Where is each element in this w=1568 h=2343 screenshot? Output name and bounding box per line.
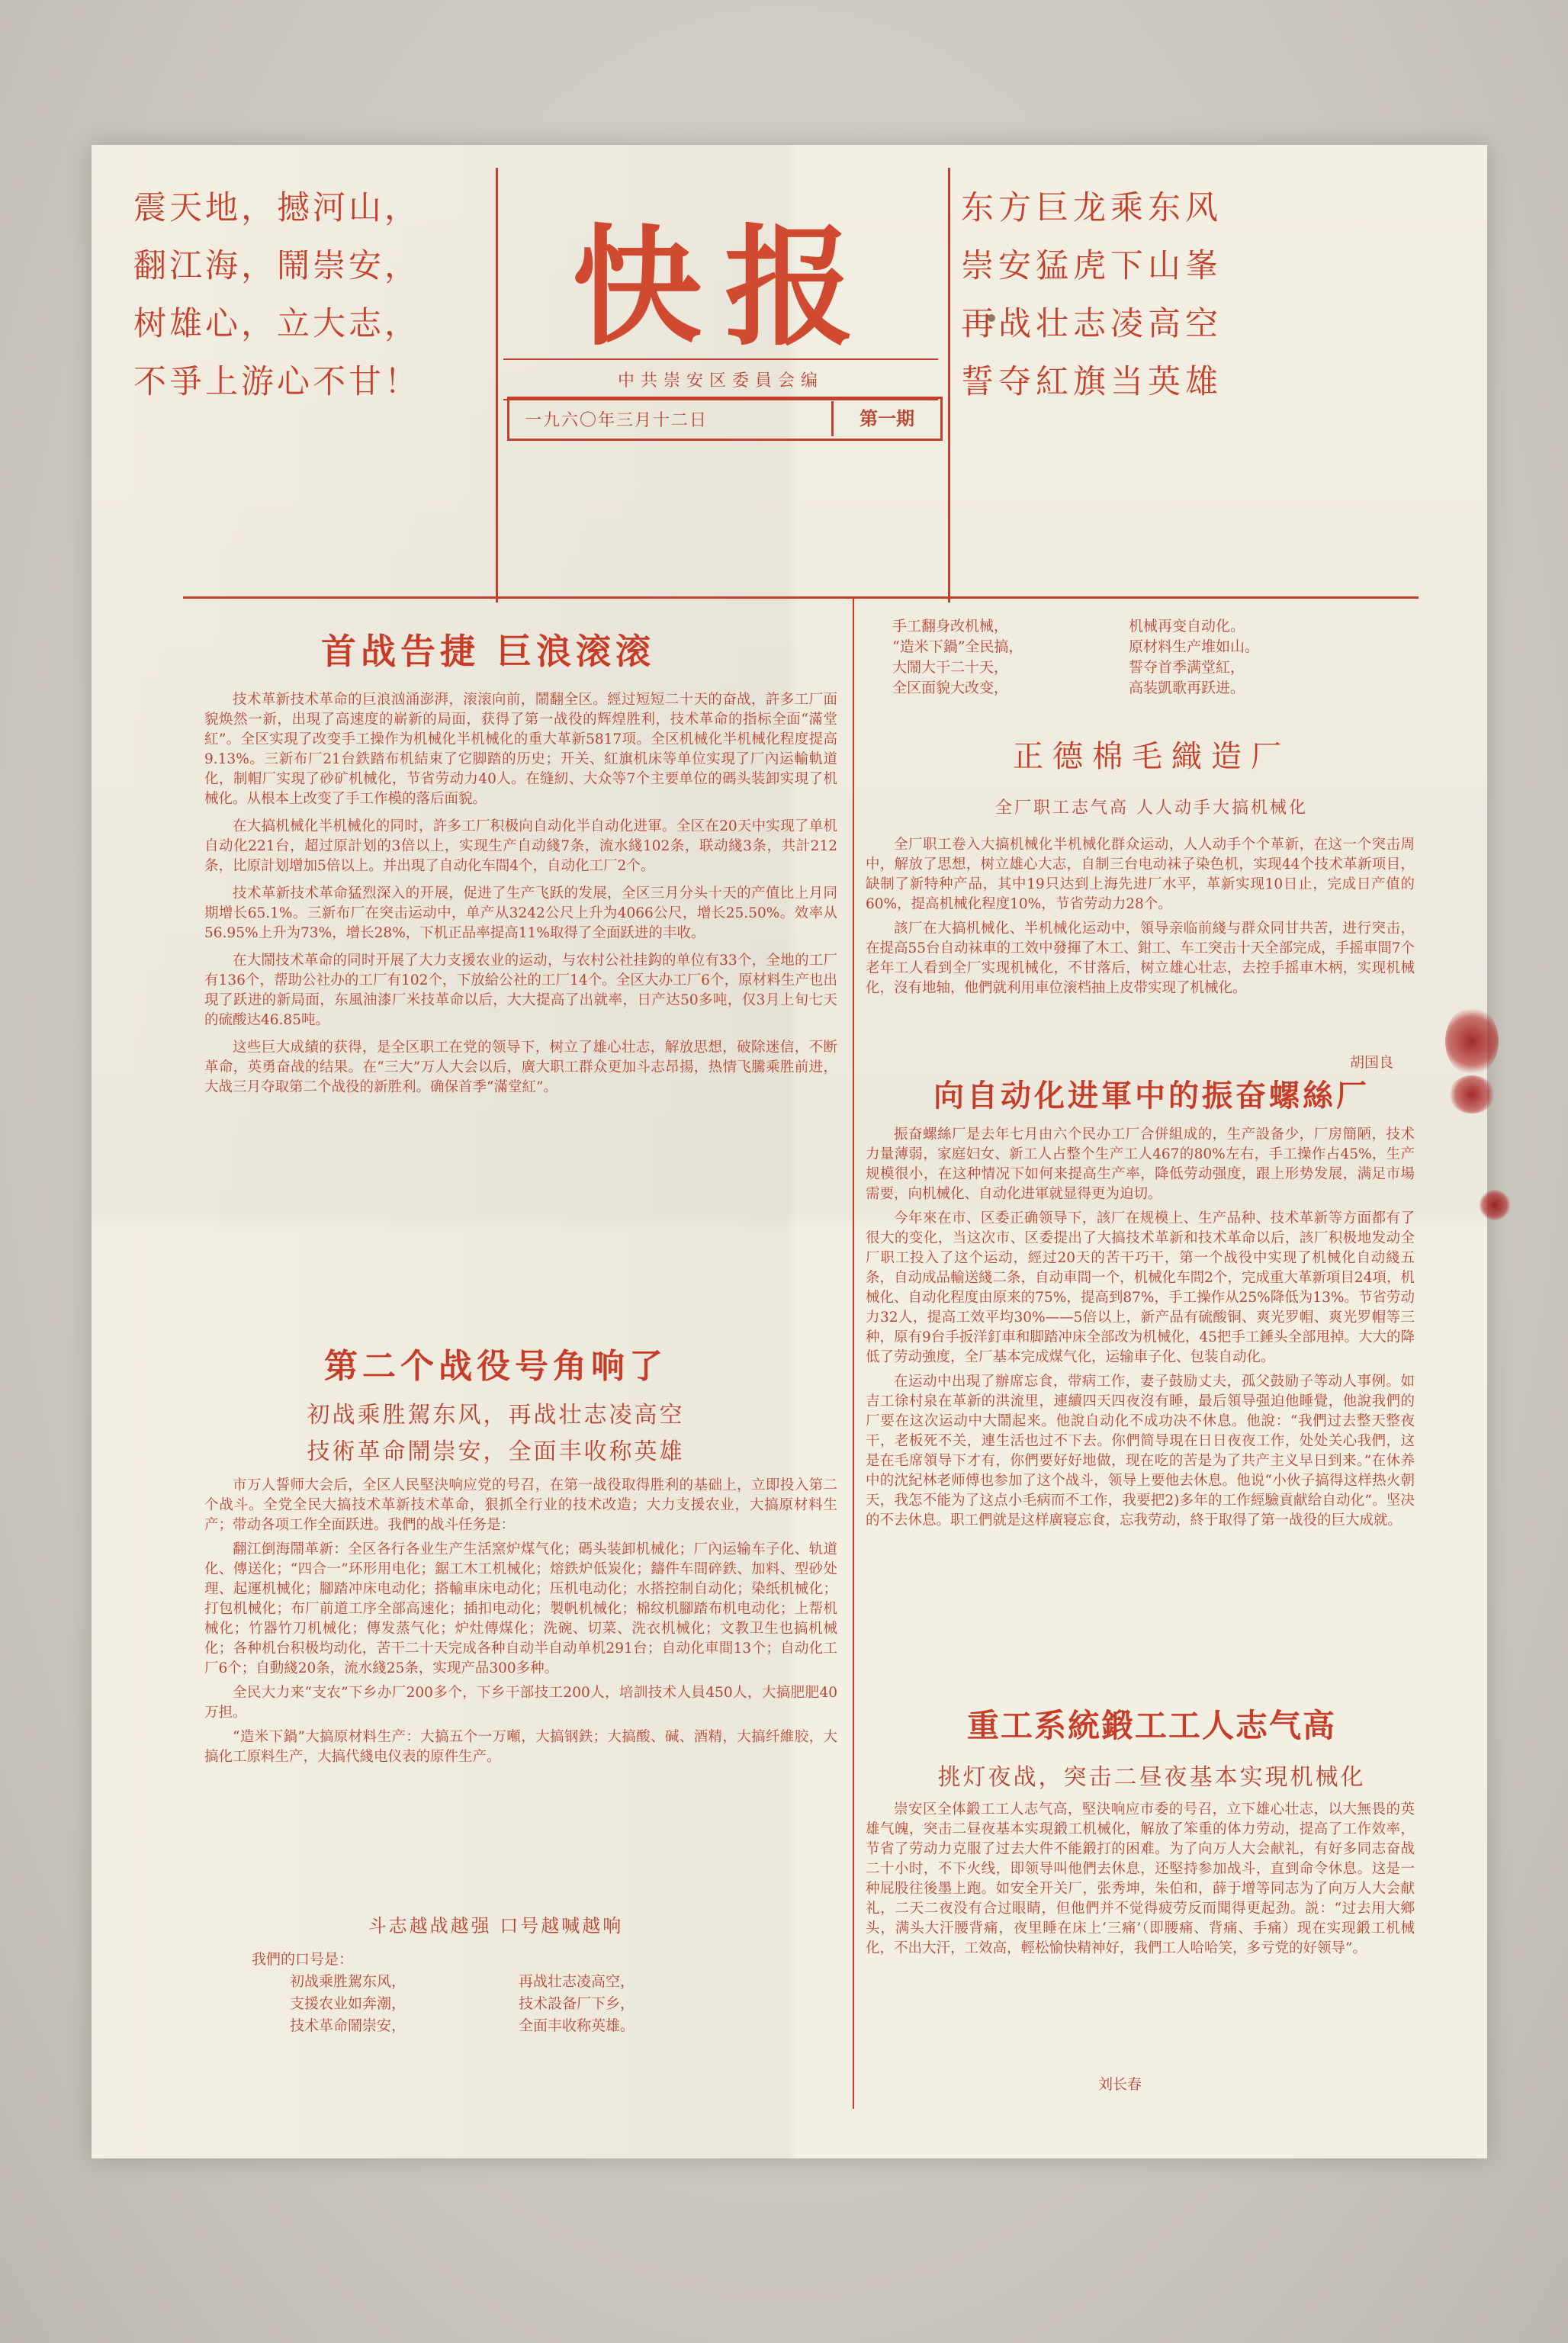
article4-paragraph: 振奋螺絲厂是去年七月由六个民办工厂合併組成的，生产設备少，厂房簡陋，技术力量薄弱，家庭妇女、新工人占整个生产工人467的80%左右，手工操作占45%，生产规模很小，在这种情况下如何来提高生产率，降低劳动强度，跟上形势发展，满足市場需要，向机械化、自动化进軍就显得更为迫切。	[866, 1127, 1415, 1202]
verse-list-row: 大鬧大干二十天， 誓夺首季满堂紅，	[892, 659, 1245, 676]
verse-list-row: “造米下鍋”全民搞， 原材料生产堆如山。	[892, 638, 1260, 655]
article1-paragraph: 在大鬧技术革命的同时开展了大力支援农业的运动，与农村公社挂鈎的单位有33个，全地的工厂有136个，帮助公社办的工厂有102个，下放給公社的工厂14个。全区大办工厂6个，原材料生产也出現了跃进的新局面，东風油漆厂米技革命以后，大大提高了出就率，日产达50多吨，仅3月上旬七天的硫酸达46.85吨。	[204, 953, 837, 1028]
article4-body	[866, 1125, 1415, 1531]
slogan-row	[252, 2015, 786, 2037]
ink-stain	[1480, 1190, 1510, 1220]
verse-right-line: 崇安猛虎下山峯	[961, 247, 1223, 285]
ink-stain	[1449, 1075, 1495, 1114]
article3-subhead: 全厂职工志气高 人人动手大搞机械化	[995, 799, 1308, 818]
slogan: 初战乘胜駕东风，	[290, 1973, 406, 1990]
article4-paragraph: 今年來在市、区委正确领导下，該厂在规模上、生产品种、技术革新等方面都有了很大的变化，当这次市、区委提出了大搞技术革新和技术革命以后，該厂积极地发动全厂职工投入了这个运动，經过20天的苦干巧干，第一个战役中实现了机械化自动綫五条，自动成品輸送綫二条，自动車間一个，机械化车間2个，完成重大革新項目24項，机械化、自动化程度由原来的75%，提高到87%，手工操作从25%降低为13%。节省劳动力32人，提高工效平均30%——5倍以上，新产品有硫酸铜、爽光罗帽、爽光罗帽等三种，原有9台手扳洋釘車和脚踏冲床全部改为机械化，45把手工錘头全部甩掉。大大的降低了劳动強度，全厂基本完成煤气化，运输車子化、包装自动化。	[866, 1210, 1415, 1365]
slogan-block	[252, 1949, 786, 2037]
slogan: 全面丰收称英雄。	[519, 2017, 635, 2034]
verse-left-line: 翻江海，鬧崇安，	[133, 247, 420, 285]
issue-number: 第一期	[831, 401, 940, 436]
verse-list-row: 全区面貌大改变， 高装凱歌再跃进。	[892, 680, 1245, 696]
article3-signature: 胡国良	[1350, 1054, 1394, 1071]
issue-date: 一九六〇年三月十二日	[525, 410, 708, 430]
slogan-row	[252, 1971, 786, 1993]
article1-paragraph: 这些巨大成績的获得，是全区职工在党的领导下，树立了雄心壮志，解放思想，破除迷信，不断革命，英勇奋战的结果。在“三大”万人大会以后，廣大职工群众更加斗志昂揚，热情飞騰乘胜前进，大战三月夺取第二个战役的新胜利。确保首季“滿堂紅”。	[204, 1040, 837, 1095]
article3-body	[866, 835, 1415, 998]
article4-paragraph: 在运动中出現了辦席忘食，带病工作，妻子鼓励丈夫，孤父鼓励子等动人事例。如吉工徐村泉在革新的洪流里，連續四天四夜沒有睡，最后領导强迫他睡覺，他說我們的厂要在这次运动中大鬧起来。他說自动化不成功决不休息。他說：“我們过去整天整夜干，老板死不关，連生活也过不下去。你們简导現在日日夜夜工作，处处关心我們，这是在毛席領导下才有，你們要好好地做，现在吃的苦是为了共产主义早日到来。”在休养中的沈紀林老师傅也参加了这个战斗，领导上要他去休息。他说“小伙子搞得这样热火朝天，我怎不能为了这点小毛病而不工作，我要把2)多年的工作經驗貢献给自动化”。坚决的不去休息。职工們就是这样廣寝忘食，忘我劳动，終于取得了第一战役的巨大成就。	[866, 1374, 1415, 1528]
article5-signature: 刘长春	[1098, 2076, 1142, 2093]
verse-list-row: 手工翻身改机械， 机械再变自动化。	[892, 618, 1245, 635]
article2-body	[204, 1476, 837, 1767]
verse-list	[892, 616, 1388, 699]
article1-paragraph: 技术革新技术革命猛烈深入的开展，促进了生产飞跃的发展，全区三月分头十天的产值比上月同期增长65.1%。三新布厂在突击运动中，单产从3242公尺上升为4066公尺，增长25.50%。效率从56.95%上升为73%，增长28%，下机正品率提高11%取得了全面跃进的丰收。	[204, 885, 837, 941]
slogan: 支援农业如奔潮，	[290, 1995, 406, 2012]
article3-paragraph: 該厂在大搞机械化、半机械化运动中，領导亲临前綫与群众同甘共苦，进行突击，在提高55台自动袜車的工效中發揮了木工、鉗工、车工突击十天全部完成，手摇車間7个老年工人看到全厂实现机械化，不甘落后，树立雄心壮志，去控手摇車木柄，实现机械化，沒有地轴，他們就利用車位滚档抽上皮带实现了机械化。	[866, 921, 1415, 996]
article5-body	[866, 1800, 1415, 1959]
article2-headline: 第二个战役号角响了	[324, 1347, 667, 1386]
verse-right-line: 誓夺紅旗当英雄	[961, 363, 1223, 401]
masthead-title: 快报	[571, 211, 877, 364]
slogan-row	[252, 1993, 786, 2015]
ink-stain	[1445, 1007, 1499, 1075]
article1-paragraph: 技术革新技术革命的巨浪汹涌澎湃，滚滚向前，鬧翻全区。經过短短二十天的奋战，許多工厂面貌焕然一新，出現了高速度的嶄新的局面，获得了第一战役的辉煌胜利，技术革命的指标全面“滿堂紅”。全区实現了改变手工操作为机械化半机械化的重大革新5817项。全区机械化半机械化程度提高9.13%。三新布厂21台鉄踏布机結束了它脚踏的历史；开关、紅旗机床等单位实現了厂內运輸軌道化，制帽厂实現了砂矿机械化，节省劳动力40人。在缝紉、大众等7个主要单位的碼头装卸实現了机械化。从根本上改变了手工作模的落后面貌。	[204, 692, 837, 807]
article5-headline: 重工系統鍛工工人志气高	[966, 1707, 1336, 1744]
article2-paragraph: 市万人誓师大会后，全区人民堅決响应党的号召，在第一战役取得胜利的基础上，立即投入第二个战斗。全党全民大搞技术革新技术革命，狠抓全行业的技术改造；大力支援农业，大搞原材料生产；带动各项工作全面跃进。我們的战斗任务是：	[204, 1477, 837, 1533]
article3-paragraph: 全厂职工卷入大搞机械化半机械化群众运动，人人动手个个革新，在这一个突击周中，解放了思想，树立雄心大志，自制三台电动袜子染色机，实现44个技术革新项目，缺制了新特种产品，其中19只达到上海先进厂水平，革新实现10日止，完成日产值的60%，提高机械化程度10%，节省劳动力28个。	[866, 837, 1415, 912]
verse-right	[961, 179, 1373, 411]
verse-left-line: 震天地，撼河山，	[133, 189, 420, 227]
verse-right-line: 东方巨龙乘东风	[961, 189, 1223, 227]
article1-body	[204, 690, 837, 1098]
article2-paragraph: 全民大力来“支农”下乡办厂200多个，下乡干部技工200人，培訓技术人員450人，大搞肥肥40万担。	[204, 1685, 837, 1721]
article2-closing: 斗志越战越强 口号越喊越响	[368, 1915, 624, 1936]
verse-right-line: 再战壮志凌高空	[961, 305, 1223, 343]
verse-left	[133, 179, 530, 411]
article2-paragraph: 翻江倒海鬧革新：全区各行各业生产生活窯炉煤气化；碼头装卸机械化；厂內运输车子化、轨道化、傳送化；“四合一”环形用电化；鋸工木工机械化；熔鉄炉低炭化；鑄件车間碎鉄、加料、型砂处理、起運机械化；腳踏冲床电动化；搭輸車床电动化；压机电动化；水搭控制自动化；染纸机械化；打包机械化；布厂前道工序全部高速化；插扣电动化；製帆机械化；棉纹机腳踏布机电动化；上帮机械化；竹器竹刀机械化；傳发蒸气化；炉灶傳煤化；洗碗、切菜、洗衣机械化；文教卫生也搞机械化；各种机台积极均动化，苦干二十天完成各种自动半自动单机291台；自动化車間13个；自动化工厂6个；自動綫20条，流水綫25条，实现产品300多种。	[204, 1541, 837, 1676]
masthead-rule	[183, 596, 1419, 599]
slogan: 再战壮志凌高空，	[519, 1973, 635, 1990]
article2-subhead: 初战乘胜駕东风，再战壮志凌高空	[307, 1402, 685, 1429]
article2-paragraph: “造米下鍋”大搞原材料生产：大搞五个一万噸，大搞钢鉄；大搞酸、碱、酒精，大搞纤維胶，大搞化工原料生产，大搞代綫电仪表的原件生产。	[204, 1729, 837, 1765]
article1-paragraph: 在大搞机械化半机械化的同时，許多工厂积极向自动化半自动化进軍。全区在20天中实现了单机自动化221台，超过原計划的3倍以上，实现生产自动綫7条，流水綫102条，联动綫3条，共計212条，比原計划增加5倍以上。并出現了自动化车間4个，自动化工厂2个。	[204, 818, 837, 874]
verse-left-line: 树雄心，立大志，	[133, 305, 420, 343]
slogan: 技术設备厂下乡，	[519, 1995, 635, 2012]
verse-left-line: 不爭上游心不甘！	[133, 363, 420, 401]
masthead-editor: 中共崇安区委員会编	[503, 358, 938, 400]
article2-subhead: 技術革命鬧崇安，全面丰收称英雄	[307, 1438, 685, 1465]
article5-paragraph: 崇安区全体鍛工工人志气高，堅決响应市委的号召，立下雄心壮志，以大無畏的英雄气魄，突击二昼夜基本实現鍛工机械化，解放了笨重的体力劳动，提高了工作效率，节省了劳动力克服了过去大件不能鍛打的困难。为了向万人大会献礼，有好多同志奋战二十小时，不下火线，即领导叫他們去休息，还堅持参加战斗，直到命令休息。这是一种屁股往後墨上跑。如安全开关厂，张秀坤，朱伯和，薛于增等同志为了向万人大会献礼，二天二夜没有合过眼睛，但他們并不觉得疲劳反而聞得更起劲。説：“过去用大鄉头，满头大汗腰背痛，夜里睡在床上‘三痛’（即腰痛、背痛、手痛）现在实现鍛工机械化，不出大汗，工效高，輕松愉快精神好，我們工人哈哈笑，多亏党的好领导”。	[866, 1801, 1415, 1956]
article3-headline: 正德棉毛織造厂	[1013, 739, 1290, 774]
slogan: 技术革命鬧崇安，	[290, 2017, 406, 2034]
article5-subhead: 挑灯夜战，突击二昼夜基本实現机械化	[937, 1764, 1366, 1791]
column-divider	[853, 599, 854, 2109]
slogan-intro: 我們的口号是：	[252, 1951, 354, 1968]
article4-headline: 向自动化进軍中的振奋螺絲厂	[933, 1078, 1370, 1114]
article1-headline: 首战告捷 巨浪滚滚	[320, 631, 655, 672]
masthead-date-row	[507, 397, 943, 441]
